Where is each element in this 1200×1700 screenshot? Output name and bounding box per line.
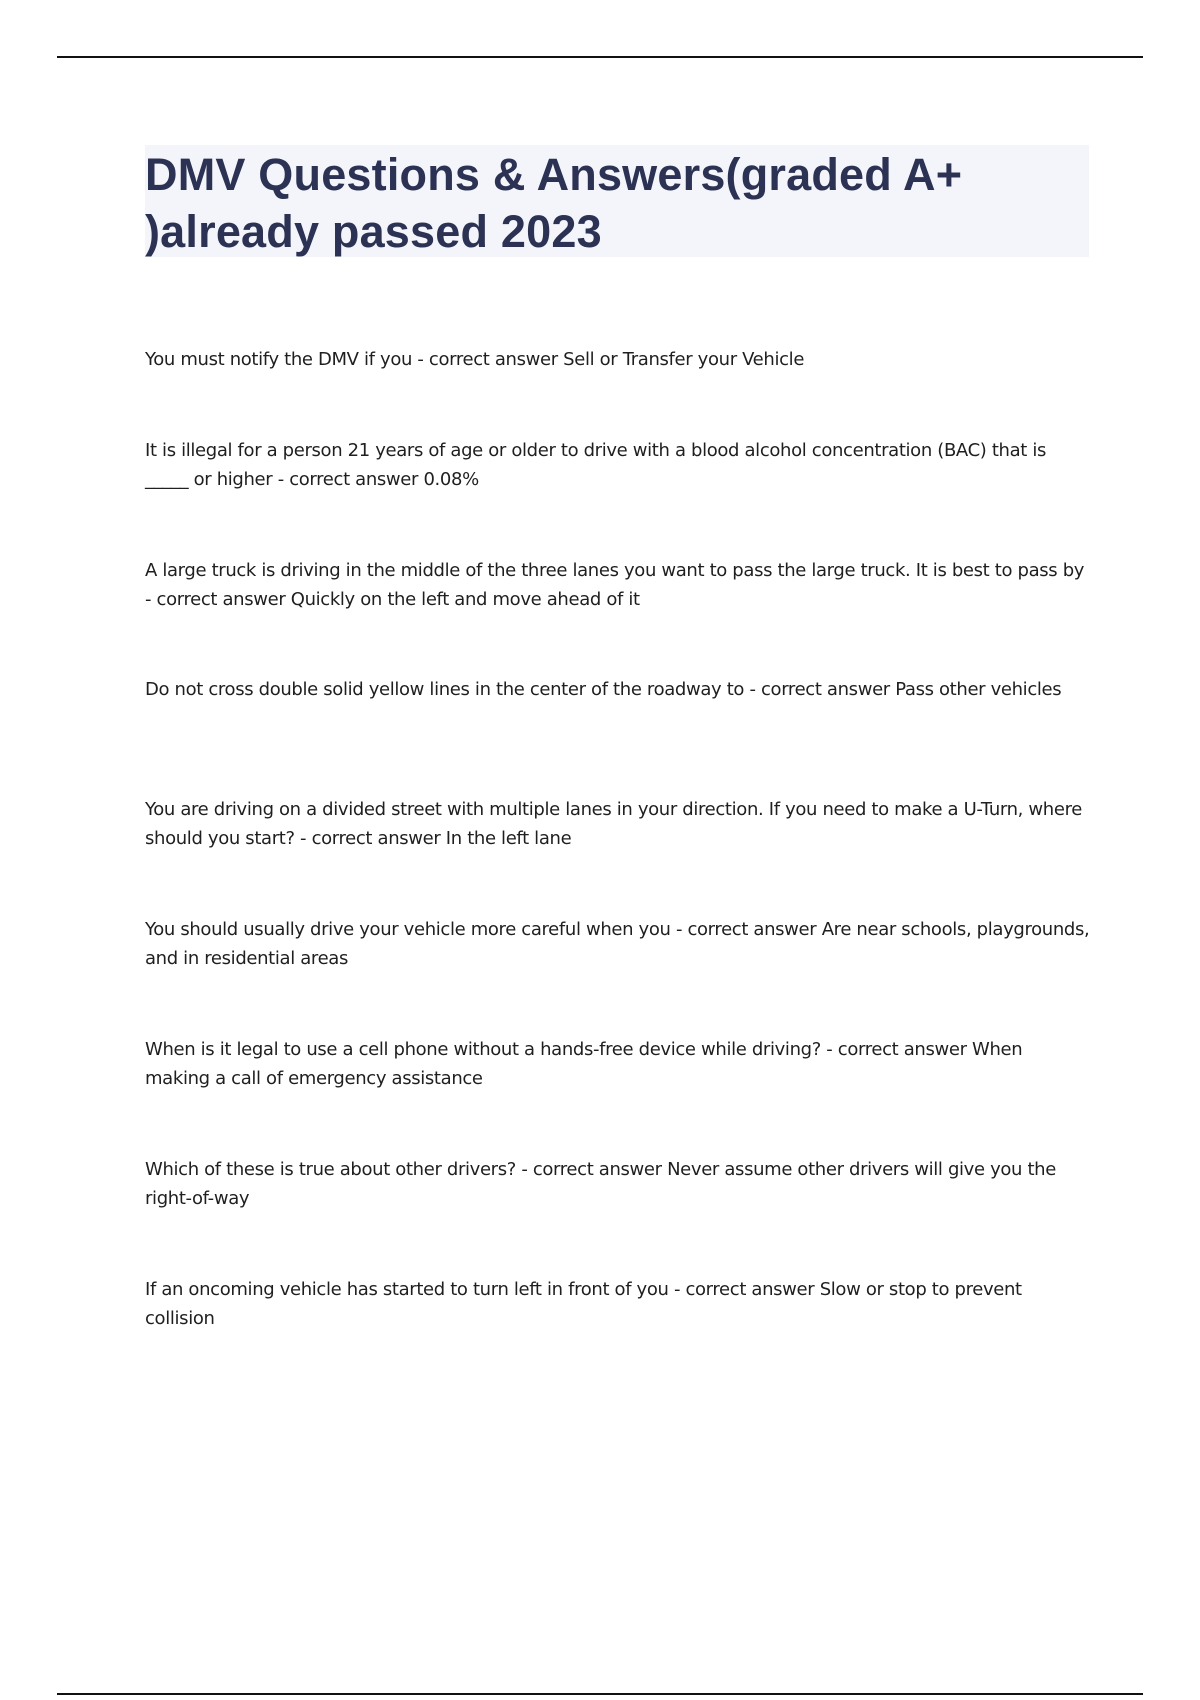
qa-item: You are driving on a divided street with multiple lanes in your direction. If you need to make a U-Turn, where should you start? - correct answer In the left lane — [145, 799, 1082, 849]
top-rule — [57, 56, 1143, 58]
qa-item: You must notify the DMV if you - correct answer Sell or Transfer your Vehicle — [145, 349, 805, 370]
qa-item: Do not cross double solid yellow lines in the center of the roadway to - correct answer Pass other vehicles — [145, 679, 1062, 700]
qa-item: A large truck is driving in the middle of the three lanes you want to pass the large truck. It is best to pass by - correct answer Quickly on the left and move ahead of it — [145, 560, 1085, 610]
qa-item: You should usually drive your vehicle more careful when you - correct answer Are near schools, playgrounds, and in residential areas — [145, 919, 1090, 969]
document-title: DMV Questions & Answers(graded A+ )already passed 2023 — [145, 149, 963, 257]
title-block — [145, 145, 1089, 257]
qa-item: Which of these is true about other drivers? - correct answer Never assume other drivers will give you the right-of-way — [145, 1159, 1056, 1209]
bottom-rule — [57, 1693, 1143, 1695]
qa-item: When is it legal to use a cell phone without a hands-free device while driving? - correct answer When making a call of emergency assistance — [145, 1039, 1023, 1089]
qa-item: If an oncoming vehicle has started to turn left in front of you - correct answer Slow or stop to prevent collision — [145, 1279, 1022, 1329]
qa-item: It is illegal for a person 21 years of age or older to drive with a blood alcohol concentration (BAC) that is _____ or higher - correct answer 0.08% — [145, 440, 1047, 490]
